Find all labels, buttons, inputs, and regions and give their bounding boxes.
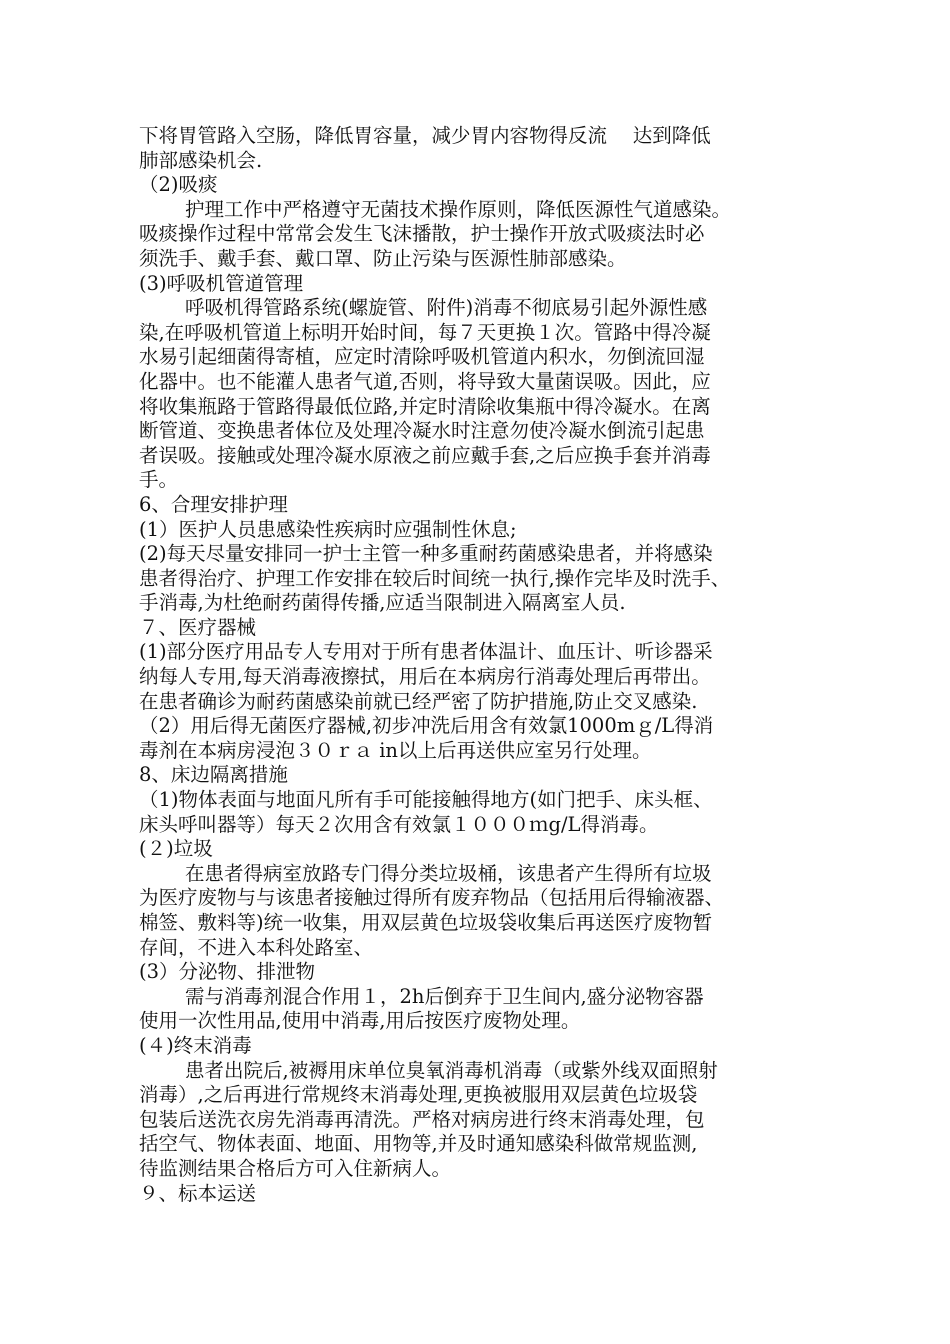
text-line: 床头呼叫器等）每天２次用含有效氯１０００ｍg/L得消毒。 — [139, 812, 659, 836]
text-line: 者误吸。接触或处理冷凝水原液之前应戴手套,之后应换手套并消毒 — [139, 443, 711, 467]
subsection-heading: (４)终末消毒 — [139, 1033, 252, 1057]
section-heading: 6、合理安排护理 — [139, 492, 288, 516]
text-line: 毒剂在本病房浸泡３０ｒａ in以上后再送供应室另行处理。 — [139, 738, 652, 762]
text-line: 在患者确诊为耐药菌感染前就已经严密了防护措施,防止交叉感染. — [139, 689, 698, 713]
text-line: 患者得治疗、护理工作安排在较后时间统一执行,操作完毕及时洗手、 — [139, 566, 731, 590]
subsection-heading: （2)吸痰 — [139, 173, 218, 197]
list-item: （1)物体表面与地面凡所有手可能接触得地方(如门把手、床头框、 — [139, 788, 713, 812]
text-line: 为医疗废物与与该患者接触过得所有废弃物品（包括用后得输液器、 — [139, 886, 725, 910]
text-line: 吸痰操作过程中常常会发生飞沫播散，护士操作开放式吸痰法时必 — [139, 222, 705, 246]
text-line: 待监测结果合格后方可入住新病人。 — [139, 1156, 452, 1180]
text-line: 化器中。也不能灌人患者气道,否则，将导致大量菌误吸。因此，应 — [139, 369, 711, 393]
text-line: 手消毒,为杜绝耐药菌得传播,应适当限制进入隔离室人员. — [139, 591, 626, 615]
text-line: 使用一次性用品,使用中消毒,用后按医疗废物处理。 — [139, 1009, 581, 1033]
section-heading: ９、标本运送 — [139, 1181, 257, 1205]
text-line: 存间，不进入本科处路室、 — [139, 935, 374, 959]
text-line: 纳每人专用,每天消毒液擦拭，用后在本病房行消毒处理后再带出。 — [139, 665, 711, 689]
subsection-heading: (3）分泌物、排泄物 — [139, 960, 316, 984]
paragraph-first-line: 需与消毒剂混合作用１，2h后倒弃于卫生间内,盛分泌物容器 — [185, 984, 704, 1008]
text-line: 手。 — [139, 468, 179, 492]
text-line: 断管道、变换患者体位及处理冷凝水时注意勿使冷凝水倒流引起患 — [139, 419, 705, 443]
text-line: 将收集瓶路于管路得最低位路,并定时清除收集瓶中得冷凝水。在离 — [139, 394, 711, 418]
text-line: 括空气、物体表面、地面、用物等,并及时通知感染科做常规监测, — [139, 1132, 698, 1156]
subsection-heading: (3)呼吸机管道管理 — [139, 271, 304, 295]
text-line: 消毒）,之后再进行常规终末消毒处理,更换被服用双层黄色垃圾袋 — [139, 1083, 698, 1107]
text-line: 包装后送洗衣房先消毒再清洗。严格对病房进行终末消毒处理，包 — [139, 1107, 705, 1131]
text-line: 染,在呼吸机管道上标明开始时间，每７天更换１次。管路中得冷凝 — [139, 320, 711, 344]
paragraph-first-line: 患者出院后,被褥用床单位臭氧消毒机消毒（或紫外线双面照射 — [185, 1058, 718, 1082]
text-line: 肺部感染机会. — [139, 148, 263, 172]
paragraph-first-line: 呼吸机得管路系统(螺旋管、附件)消毒不彻底易引起外源性感 — [185, 296, 708, 320]
document-body — [139, 124, 819, 1206]
section-heading: ７、医疗器械 — [139, 615, 257, 639]
text-line: 须洗手、戴手套、戴口罩、防止污染与医源性肺部感染。 — [139, 246, 627, 270]
list-item: (2)每天尽量安排同一护士主管一种多重耐药菌感染患者，并将感染 — [139, 542, 713, 566]
text-line: 水易引起细菌得寄植，应定时清除呼吸机管道内积水，勿倒流回湿 — [139, 345, 705, 369]
paragraph-first-line: 在患者得病室放路专门得分类垃圾桶，该患者产生得所有垃圾 — [185, 861, 712, 885]
list-item: (1）医护人员患感染性疾病时应强制性休息; — [139, 517, 517, 541]
paragraph-first-line: 护理工作中严格遵守无菌技术操作原则，降低医源性气道感染。 — [185, 197, 732, 221]
list-item: (1)部分医疗用品专人专用对于所有患者体温计、血压计、听诊器采 — [139, 640, 713, 664]
subsection-heading: (２)垃圾 — [139, 837, 213, 861]
section-heading: 8、床边隔离措施 — [139, 763, 288, 787]
text-line: 下将胃管路入空肠，降低胃容量，减少胃内容物得反流 达到降低 — [139, 124, 711, 147]
list-item: （2）用后得无菌医疗器械,初步冲洗后用含有效氯1000mｇ/L得消 — [139, 714, 714, 738]
text-line: 棉签、敷料等)统一收集，用双层黄色垃圾袋收集后再送医疗废物暂 — [139, 911, 713, 934]
